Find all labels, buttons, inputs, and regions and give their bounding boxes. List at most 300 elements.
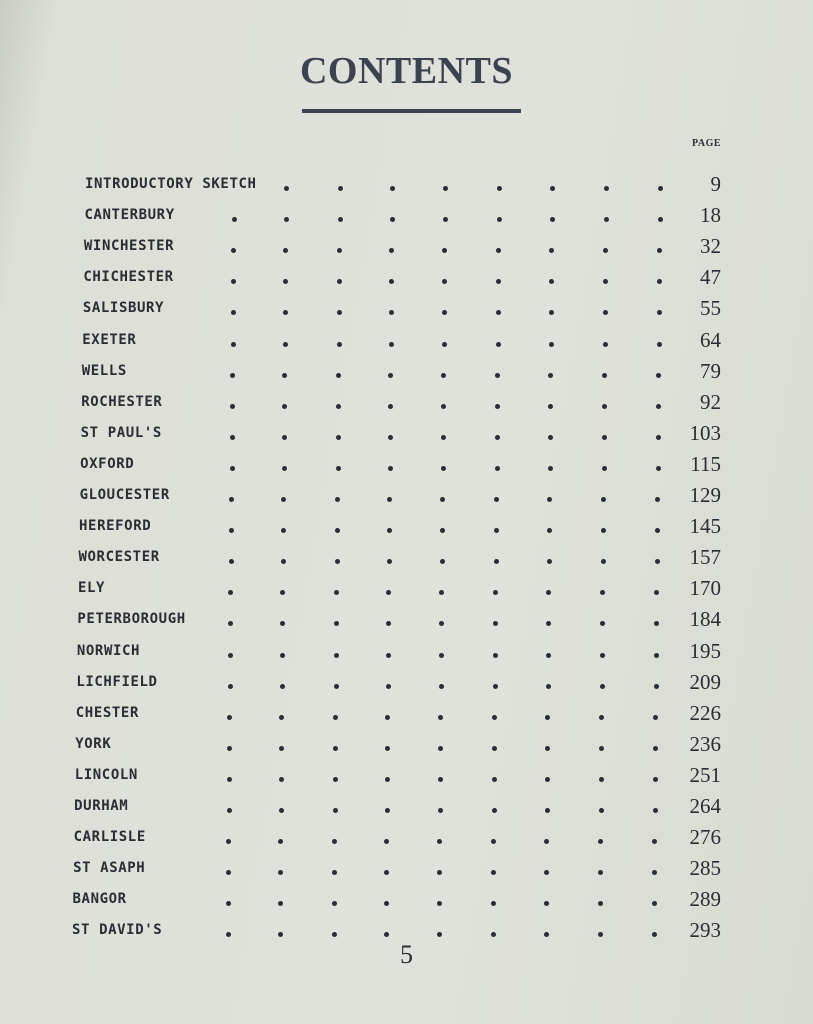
leader-dot (602, 404, 607, 409)
leader-dot (226, 901, 231, 906)
leader-dot (230, 404, 235, 409)
leader-dot (545, 715, 550, 720)
leader-dot (280, 621, 285, 626)
entry-title: WELLS (81, 362, 127, 379)
leader-dot (653, 777, 658, 782)
leader-dot (495, 466, 500, 471)
leader-dot (547, 528, 552, 533)
toc-entry (0, 390, 813, 420)
toc-entry (0, 607, 813, 637)
entry-page-number: 32 (700, 234, 721, 259)
leader-dot (437, 901, 442, 906)
leader-dot (440, 528, 445, 533)
leader-dot (496, 248, 501, 253)
leader-dot (604, 186, 609, 191)
leader-dot (386, 590, 391, 595)
leader-dot (439, 653, 444, 658)
leader-dot (439, 590, 444, 595)
leader-dot (389, 279, 394, 284)
entry-title: OXFORD (80, 455, 135, 472)
leader-dot (441, 373, 446, 378)
leader-dot (493, 590, 498, 595)
leader-dot (496, 279, 501, 284)
entry-page-number: 64 (700, 327, 721, 352)
leader-dot (601, 528, 606, 533)
leader-dot (228, 684, 233, 689)
entry-title: NORWICH (76, 642, 141, 659)
leader-dot (388, 404, 393, 409)
leader-dot (653, 808, 658, 813)
leader-dot (491, 932, 496, 937)
entry-page-number: 209 (689, 669, 721, 694)
toc-entry (0, 359, 813, 389)
leader-dot (550, 186, 555, 191)
leader-dot (491, 870, 496, 875)
leader-dot (334, 684, 339, 689)
leader-dot (332, 839, 337, 844)
toc-entry (0, 545, 813, 575)
leader-dot (281, 559, 286, 564)
leader-dot (228, 653, 233, 658)
entry-page-number: 293 (689, 918, 721, 943)
leader-dot (387, 559, 392, 564)
leader-dot (545, 777, 550, 782)
leader-dot (338, 217, 343, 222)
leader-dot (437, 870, 442, 875)
leader-dot (335, 528, 340, 533)
leader-dot (388, 435, 393, 440)
leader-dot (656, 435, 661, 440)
leader-dot (658, 186, 663, 191)
leader-dot (657, 248, 662, 253)
entry-title: LICHFIELD (76, 673, 158, 690)
leader-dot (440, 559, 445, 564)
leader-dot (601, 559, 606, 564)
toc-entry (0, 514, 813, 544)
leader-dot (652, 901, 657, 906)
entry-title: EXETER (82, 331, 137, 348)
toc-entry (0, 732, 813, 762)
entry-page-number: 115 (690, 451, 721, 476)
leader-dot (387, 528, 392, 533)
leader-dot (279, 715, 284, 720)
leader-dot (655, 497, 660, 502)
entry-page-number: 9 (710, 172, 721, 196)
leader-dot (443, 217, 448, 222)
leader-dot (547, 497, 552, 502)
leader-dot (658, 217, 663, 222)
leader-dot (386, 621, 391, 626)
entry-page-number: 184 (689, 607, 721, 632)
leader-dot (544, 901, 549, 906)
entry-page-number: 92 (700, 389, 721, 414)
leader-dot (491, 839, 496, 844)
leader-dot (279, 808, 284, 813)
leader-dot (332, 901, 337, 906)
leader-dot (337, 310, 342, 315)
leader-dot (280, 684, 285, 689)
entry-title: ELY (77, 580, 106, 597)
leader-dot (384, 932, 389, 937)
leader-dot (601, 497, 606, 502)
leader-dot (548, 404, 553, 409)
entry-page-number: 195 (689, 638, 721, 663)
entry-page-number: 157 (689, 545, 721, 570)
leader-dot (600, 684, 605, 689)
toc-entry (0, 639, 813, 669)
entry-page-number: 289 (689, 887, 721, 912)
entry-title: DURHAM (74, 798, 129, 814)
leader-dot (281, 528, 286, 533)
entry-title: YORK (75, 735, 112, 752)
leader-dot (228, 621, 233, 626)
entry-title: SALISBURY (82, 300, 165, 317)
entry-page-number: 264 (689, 794, 721, 818)
entry-page-number: 170 (689, 576, 721, 601)
leader-dot (282, 404, 287, 409)
leader-dot (442, 248, 447, 253)
leader-dot (493, 653, 498, 658)
leader-dot (602, 373, 607, 378)
leader-dot (283, 248, 288, 253)
leader-dot (390, 217, 395, 222)
leader-dot (497, 217, 502, 222)
leader-dot (654, 621, 659, 626)
leader-dot (437, 932, 442, 937)
leader-dot (544, 870, 549, 875)
leader-dot (654, 653, 659, 658)
toc-entry (0, 825, 813, 855)
leader-dot (438, 715, 443, 720)
leader-dot (544, 932, 549, 937)
leader-dot (549, 310, 554, 315)
leader-dot (280, 590, 285, 595)
leader-dot (227, 746, 232, 751)
leader-dot (548, 435, 553, 440)
toc-entry (0, 794, 813, 824)
leader-dot (655, 559, 660, 564)
leader-dot (653, 715, 658, 720)
leader-dot (385, 777, 390, 782)
leader-dot (441, 404, 446, 409)
toc-entry (0, 452, 813, 482)
leader-dot (549, 342, 554, 347)
leader-dot (438, 808, 443, 813)
leader-dot (337, 342, 342, 347)
leader-dot (337, 279, 342, 284)
leader-dot (654, 684, 659, 689)
entry-page-number: 145 (689, 514, 721, 539)
leader-dot (546, 590, 551, 595)
leader-dot (599, 808, 604, 813)
leader-dot (229, 528, 234, 533)
leader-dot (227, 715, 232, 720)
leader-dot (545, 746, 550, 751)
leader-dot (652, 839, 657, 844)
leader-dot (603, 248, 608, 253)
toc-entry (0, 328, 813, 358)
leader-dot (284, 217, 289, 222)
leader-dot (389, 248, 394, 253)
leader-dot (390, 186, 395, 191)
leader-dot (278, 839, 283, 844)
leader-dot (544, 839, 549, 844)
leader-dot (492, 715, 497, 720)
leader-dot (228, 590, 233, 595)
leader-dot (600, 653, 605, 658)
leader-dot (283, 279, 288, 284)
leader-dot (438, 746, 443, 751)
leader-dot (652, 932, 657, 937)
leader-dot (599, 746, 604, 751)
leader-dot (230, 373, 235, 378)
entry-title: HEREFORD (79, 518, 152, 535)
toc-entry (0, 234, 813, 264)
leader-dot (441, 435, 446, 440)
leader-dot (334, 590, 339, 595)
leader-dot (442, 279, 447, 284)
leader-dot (439, 621, 444, 626)
leader-dot (334, 653, 339, 658)
entry-page-number: 129 (689, 483, 721, 507)
entry-page-number: 251 (689, 762, 721, 787)
toc-entry (0, 203, 813, 233)
entry-title: LINCOLN (74, 766, 138, 783)
leader-dot (387, 497, 392, 502)
entry-page-number: 79 (700, 358, 721, 383)
leader-dot (232, 217, 237, 222)
leader-dot (282, 435, 287, 440)
leader-dot (335, 559, 340, 564)
entry-title: CANTERBURY (84, 207, 175, 224)
leader-dot (333, 808, 338, 813)
leader-dot (603, 342, 608, 347)
toc-entry (0, 483, 813, 513)
toc-entry (0, 856, 813, 886)
leader-dot (547, 559, 552, 564)
leader-dot (384, 870, 389, 875)
leader-dot (335, 497, 340, 502)
leader-dot (495, 404, 500, 409)
leader-dot (600, 590, 605, 595)
leader-dot (443, 186, 448, 191)
leader-dot (656, 466, 661, 471)
entry-title: CHICHESTER (83, 269, 174, 286)
toc-entry (0, 887, 813, 917)
leader-dot (332, 870, 337, 875)
leader-dot (599, 715, 604, 720)
entry-title: WORCESTER (78, 549, 160, 566)
toc-entry (0, 265, 813, 295)
leader-dot (492, 746, 497, 751)
leader-dot (442, 342, 447, 347)
leader-dot (336, 435, 341, 440)
entry-page-number: 226 (689, 700, 721, 725)
leader-dot (604, 217, 609, 222)
leader-dot (231, 248, 236, 253)
toc-entry (0, 296, 813, 326)
leader-dot (386, 684, 391, 689)
leader-dot (226, 870, 231, 875)
toc-entry (0, 421, 813, 451)
entry-title: PETERBOROUGH (77, 611, 186, 628)
leader-dot (442, 310, 447, 315)
leader-dot (333, 715, 338, 720)
leader-dot (602, 466, 607, 471)
entry-page-number: 103 (689, 420, 721, 445)
leader-dot (546, 621, 551, 626)
leader-dot (549, 248, 554, 253)
leader-dot (283, 310, 288, 315)
entry-title: CARLISLE (73, 829, 146, 846)
leader-dot (492, 808, 497, 813)
entry-title: CHESTER (75, 704, 139, 721)
entry-title: BANGOR (72, 891, 127, 908)
leader-dot (657, 310, 662, 315)
entry-page-number: 285 (689, 856, 721, 881)
leader-dot (598, 932, 603, 937)
leader-dot (493, 684, 498, 689)
leader-dot (231, 310, 236, 315)
toc-entry (0, 763, 813, 793)
leader-dot (333, 777, 338, 782)
leader-dot (603, 310, 608, 315)
entry-title: INTRODUCTORY SKETCH (85, 176, 257, 192)
toc-entry (0, 701, 813, 731)
leader-dot (279, 746, 284, 751)
leader-dot (333, 746, 338, 751)
leader-dot (441, 466, 446, 471)
entry-title: GLOUCESTER (79, 487, 170, 503)
leader-dot (496, 342, 501, 347)
leader-dot (657, 279, 662, 284)
leader-dot (656, 404, 661, 409)
leader-dot (385, 715, 390, 720)
leader-dot (600, 621, 605, 626)
leader-dot (280, 653, 285, 658)
page-number: 5 (400, 940, 413, 969)
leader-dot (656, 373, 661, 378)
leader-dot (278, 870, 283, 875)
entry-page-number: 47 (700, 265, 721, 290)
leader-dot (278, 901, 283, 906)
leader-dot (493, 621, 498, 626)
leader-dot (655, 528, 660, 533)
entry-page-number: 276 (689, 825, 721, 850)
leader-dot (386, 653, 391, 658)
leader-dot (437, 839, 442, 844)
leader-dot (438, 777, 443, 782)
leader-dot (495, 435, 500, 440)
leader-dot (599, 777, 604, 782)
leader-dot (388, 466, 393, 471)
leader-dot (439, 684, 444, 689)
leader-dot (549, 279, 554, 284)
leader-dot (494, 559, 499, 564)
leader-dot (494, 528, 499, 533)
leader-dot (546, 653, 551, 658)
leader-dot (230, 466, 235, 471)
leader-dot (231, 279, 236, 284)
entry-title: ST DAVID'S (72, 922, 163, 939)
leader-dot (332, 932, 337, 937)
leader-dot (657, 342, 662, 347)
toc-entry (0, 576, 813, 606)
leader-dot (336, 404, 341, 409)
leader-dot (385, 746, 390, 751)
leader-dot (229, 497, 234, 502)
leader-dot (598, 839, 603, 844)
leader-dot (548, 373, 553, 378)
leader-dot (495, 373, 500, 378)
entry-title: ROCHESTER (81, 393, 163, 410)
leader-dot (230, 435, 235, 440)
leader-dot (284, 186, 289, 191)
leader-dot (548, 466, 553, 471)
leader-dot (492, 777, 497, 782)
leader-dot (389, 310, 394, 315)
leader-dot (338, 186, 343, 191)
leader-dot (389, 342, 394, 347)
leader-dot (227, 777, 232, 782)
entry-page-number: 55 (700, 296, 721, 321)
entry-page-number: 18 (700, 203, 721, 228)
leader-dot (494, 497, 499, 502)
leader-dot (654, 590, 659, 595)
leader-dot (653, 746, 658, 751)
entry-title: ST PAUL'S (80, 424, 162, 441)
leader-dot (496, 310, 501, 315)
leader-dot (283, 342, 288, 347)
leader-dot (279, 777, 284, 782)
entry-title: WINCHESTER (83, 238, 175, 255)
leader-dot (281, 497, 286, 502)
leader-dot (227, 808, 232, 813)
leader-dot (282, 373, 287, 378)
page-column-label: PAGE (692, 138, 722, 149)
leader-dot (226, 839, 231, 844)
leader-dot (545, 808, 550, 813)
leader-dot (491, 901, 496, 906)
leader-dot (231, 342, 236, 347)
leader-dot (550, 217, 555, 222)
leader-dot (336, 466, 341, 471)
leader-dot (603, 279, 608, 284)
leader-dot (334, 621, 339, 626)
entry-title: ST ASAPH (73, 860, 146, 877)
leader-dot (282, 466, 287, 471)
leader-dot (384, 839, 389, 844)
leader-dot (652, 870, 657, 875)
leader-dot (229, 559, 234, 564)
leader-dot (440, 497, 445, 502)
contents-heading: CONTENTS (299, 50, 514, 92)
leader-dot (226, 932, 231, 937)
leader-dot (388, 373, 393, 378)
leader-dot (336, 373, 341, 378)
toc-entry (0, 172, 813, 202)
leader-dot (278, 932, 283, 937)
leader-dot (384, 901, 389, 906)
leader-dot (598, 901, 603, 906)
entry-page-number: 236 (689, 731, 721, 756)
leader-dot (337, 248, 342, 253)
leader-dot (497, 186, 502, 191)
leader-dot (602, 435, 607, 440)
toc-entry (0, 670, 813, 700)
leader-dot (385, 808, 390, 813)
leader-dot (546, 684, 551, 689)
